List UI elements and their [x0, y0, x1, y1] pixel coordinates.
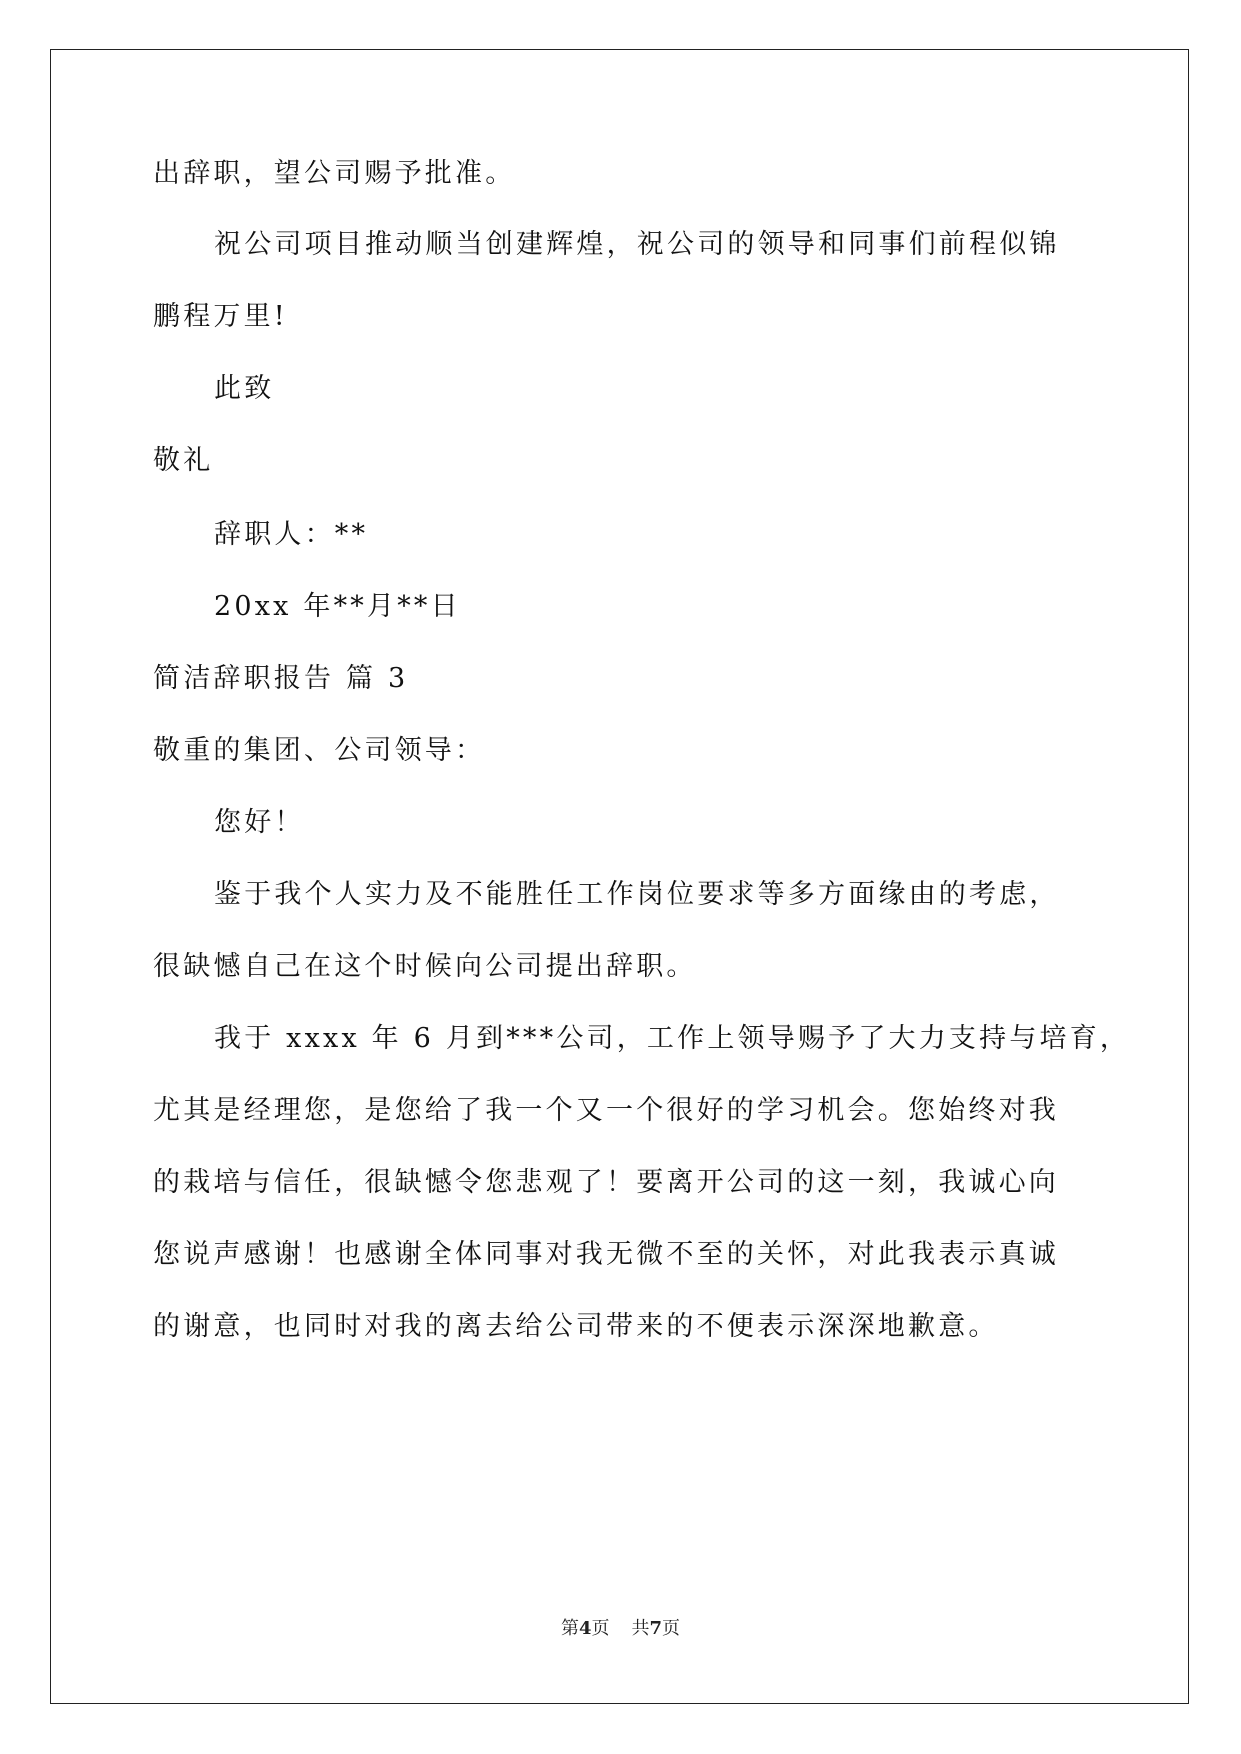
total-suffix: 页: [662, 1618, 681, 1639]
text-line: 此致: [214, 373, 275, 404]
page-suffix: 页: [591, 1618, 610, 1639]
text-line: 您说声感谢！也感谢全体同事对我无微不至的关怀，对此我表示真诚: [153, 1239, 1059, 1270]
page-footer: [0, 1618, 1241, 1640]
page-total: 7: [649, 1618, 663, 1639]
page-border: [50, 49, 1189, 1704]
text-line: 鹏程万里!: [153, 301, 288, 332]
text-line: 尤其是经理您，是您给了我一个又一个很好的学习机会。您始终对我: [153, 1095, 1059, 1126]
date-line: 20xx 年**月**日: [214, 591, 461, 622]
signer-line: 辞职人：**: [214, 519, 369, 550]
text-line: 鉴于我个人实力及不能胜任工作岗位要求等多方面缘由的考虑，: [214, 879, 1060, 910]
greeting: 您好！: [214, 807, 305, 838]
text-line: 出辞职，望公司赐予批准。: [153, 158, 516, 189]
page-prefix: 第: [560, 1618, 579, 1639]
salutation: 敬重的集团、公司领导：: [153, 735, 486, 766]
text-line: 祝公司项目推动顺当创建辉煌，祝公司的领导和同事们前程似锦: [214, 229, 1060, 260]
page-current: 4: [578, 1618, 592, 1639]
text-line: 我于 xxxx 年 6 月到***公司，工作上领导赐予了大力支持与培育，: [214, 1023, 1131, 1054]
total-prefix: 共: [631, 1618, 650, 1639]
section-heading: 简洁辞职报告 篇 3: [153, 663, 409, 694]
text-line: 敬礼: [153, 445, 214, 476]
text-line: 的谢意，也同时对我的离去给公司带来的不便表示深深地歉意。: [153, 1311, 999, 1342]
text-line: 的栽培与信任，很缺憾令您悲观了！要离开公司的这一刻，我诚心向: [153, 1167, 1059, 1198]
text-line: 很缺憾自己在这个时候向公司提出辞职。: [153, 951, 697, 982]
